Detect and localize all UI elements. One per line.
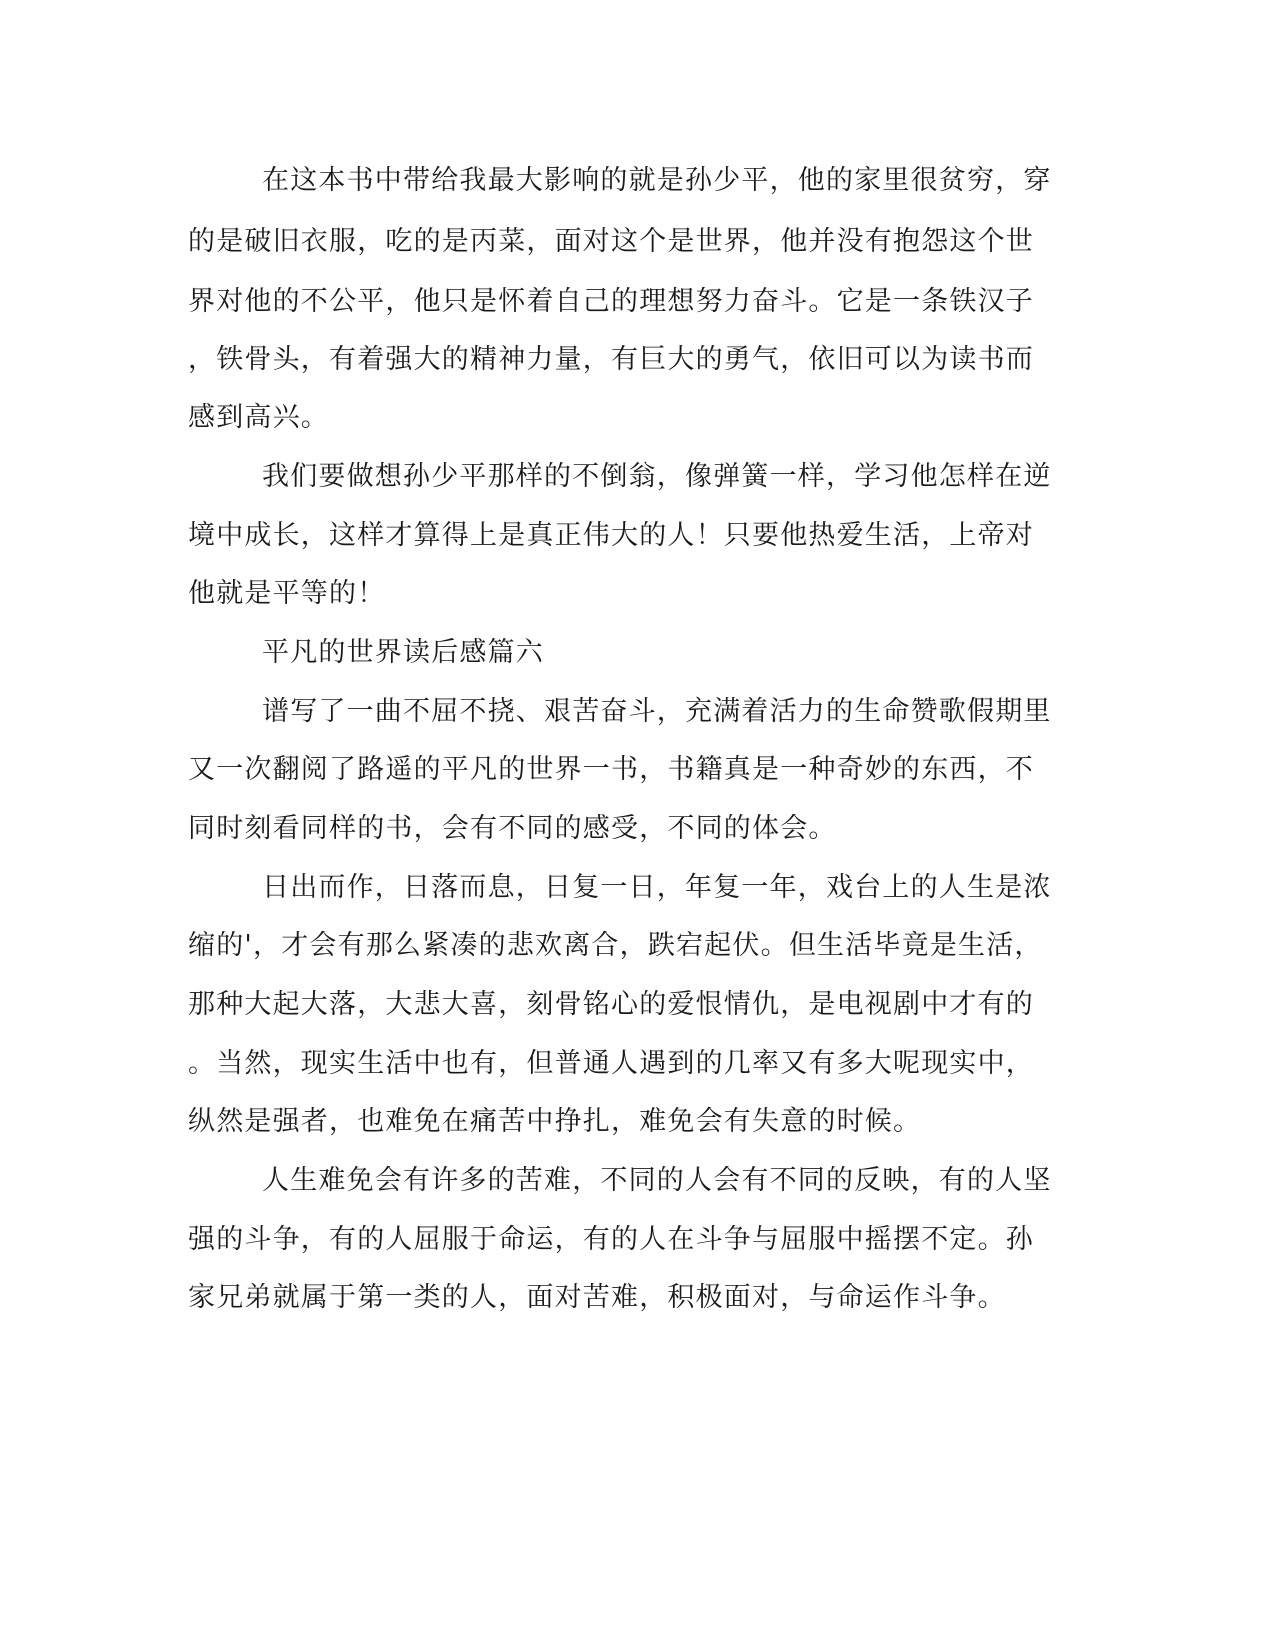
paragraph-1-line-2: 的是破旧衣服，吃的是丙菜，面对这个是世界，他并没有抱怨这个世 — [188, 226, 1034, 257]
paragraph-1-line-1: 在这本书中带给我最大影响的就是孙少平，他的家里很贫穷，穿 — [262, 165, 1052, 196]
paragraph-4-line-1: 日出而作，日落而息，日复一日，年复一年，戏台上的人生是浓 — [262, 872, 1052, 903]
paragraph-5-line-3: 家兄弟就属于第一类的人，面对苦难，积极面对，与命运作斗争。 — [188, 1282, 1006, 1313]
paragraph-2-line-3: 他就是平等的！ — [188, 578, 386, 609]
paragraph-5-line-1: 人生难免会有许多的苦难，不同的人会有不同的反映，有的人坚 — [262, 1165, 1052, 1196]
paragraph-4-line-4: 。当然，现实生活中也有，但普通人遇到的几率又有多大呢现实中， — [188, 1048, 1034, 1079]
paragraph-1-line-4: ，铁骨头，有着强大的精神力量，有巨大的勇气，依旧可以为读书而 — [188, 344, 1034, 375]
paragraph-3-line-2: 又一次翻阅了路遥的平凡的世界一书，书籍真是一种奇妙的东西，不 — [188, 754, 1034, 785]
paragraph-4-line-2: 缩的'，才会有那么紧凑的悲欢离合，跌宕起伏。但生活毕竟是生活， — [188, 930, 1043, 961]
paragraph-4-line-5: 纵然是强者，也难免在痛苦中挣扎，难免会有失意的时候。 — [188, 1106, 922, 1137]
paragraph-1-line-3: 界对他的不公平，他只是怀着自己的理想努力奋斗。它是一条铁汉子 — [188, 286, 1034, 317]
paragraph-3-line-3: 同时刻看同样的书，会有不同的感受，不同的体会。 — [188, 813, 837, 844]
paragraph-2-line-2: 境中成长，这样才算得上是真正伟大的人！只要他热爱生活，上帝对 — [188, 520, 1034, 551]
section-heading: 平凡的世界读后感篇六 — [262, 637, 544, 668]
paragraph-2-line-1: 我们要做想孙少平那样的不倒翁，像弹簧一样，学习他怎样在逆 — [262, 461, 1052, 492]
paragraph-4-line-3: 那种大起大落，大悲大喜，刻骨铭心的爱恨情仇，是电视剧中才有的 — [188, 989, 1034, 1020]
paragraph-3-line-1: 谱写了一曲不屈不挠、艰苦奋斗，充满着活力的生命赞歌假期里 — [262, 696, 1052, 727]
paragraph-5-line-2: 强的斗争，有的人屈服于命运，有的人在斗争与屈服中摇摆不定。孙 — [188, 1224, 1034, 1255]
paragraph-1-line-5: 感到高兴。 — [188, 402, 329, 433]
